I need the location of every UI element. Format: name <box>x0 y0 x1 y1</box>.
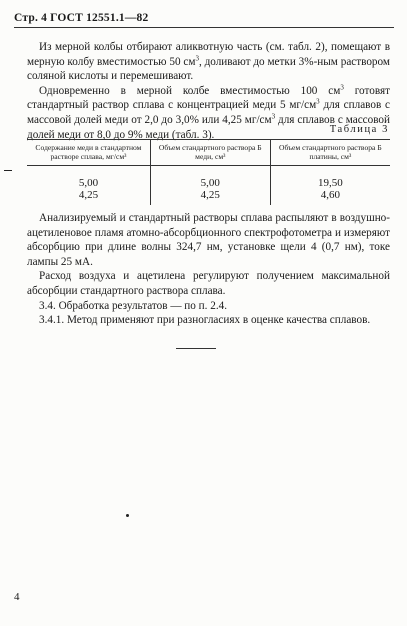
table-row <box>27 166 390 206</box>
paragraph-method-use: 3.4.1. Метод применяют при разногласиях в оценке качества сплавов. <box>39 314 371 327</box>
paragraph-processing: 3.4. Обработка результатов — по п. 2.4. <box>39 299 228 312</box>
table-header-row <box>27 140 390 166</box>
paragraph-spraying: Анализируемый и стандартный растворы сплава распыляют в воздушно-ацетиленовое пламя атомно-абсорбционного спектрофотометра и измеряют абсорбцию при длине волны 324,7 нм, установке щели 4 (0,7 нм), токе лампы 25 мА. <box>27 212 390 268</box>
page-header-label: Стр. 4 ГОСТ 12551.1—82 <box>14 12 149 24</box>
table-title: Таблица 3 <box>329 124 389 135</box>
header-rule <box>14 27 394 28</box>
col-header-copper-volume: Объем стандартного раствора Б меди, см³ <box>150 140 270 166</box>
page-header <box>14 12 394 28</box>
page-number: 4 <box>14 591 20 603</box>
stray-dot <box>126 514 129 517</box>
paragraph-gas-flow: Расход воздуха и ацетилена регулируют получением максимальной абсорбции стандартного раствора сплава. <box>27 270 390 297</box>
paragraph-standard-solution: Одновременно в мерной колбе вместимостью 100 $см^3$ готовят стандартный раствор сплава с концентрацией меди 5 $мг/см^3$ для сплавов с массовой долей меди от 2,0 до 3,0% или 4,25 $мг/см^3$ для сплавов с массовой долей меди от 8,0 до 9% меди (табл. 3). <box>27 83 391 141</box>
col-header-platinum-volume: Объем стандартного раствора Б платины, см³ <box>270 140 390 166</box>
paragraph-aliquot: Из мерной колбы отбирают аликвотную часть (см. табл. 2), помещают в мерную колбу вместимостью 50 $см^3$, доливают до метки 3%-ным раствором соляной кислоты и перемешивают. <box>27 41 390 83</box>
col-header-copper-content: Содержание меди в стандартном растворе сплава, мг/см³ <box>27 140 150 166</box>
margin-mark <box>4 170 12 171</box>
table-cell: 19,50 4,60 <box>270 166 390 206</box>
section-separator <box>176 348 216 349</box>
table-cell: 5,00 4,25 <box>78 177 99 201</box>
table-cell: 5,00 4,25 <box>150 166 270 206</box>
table-3 <box>27 139 390 205</box>
body-text <box>27 211 390 328</box>
